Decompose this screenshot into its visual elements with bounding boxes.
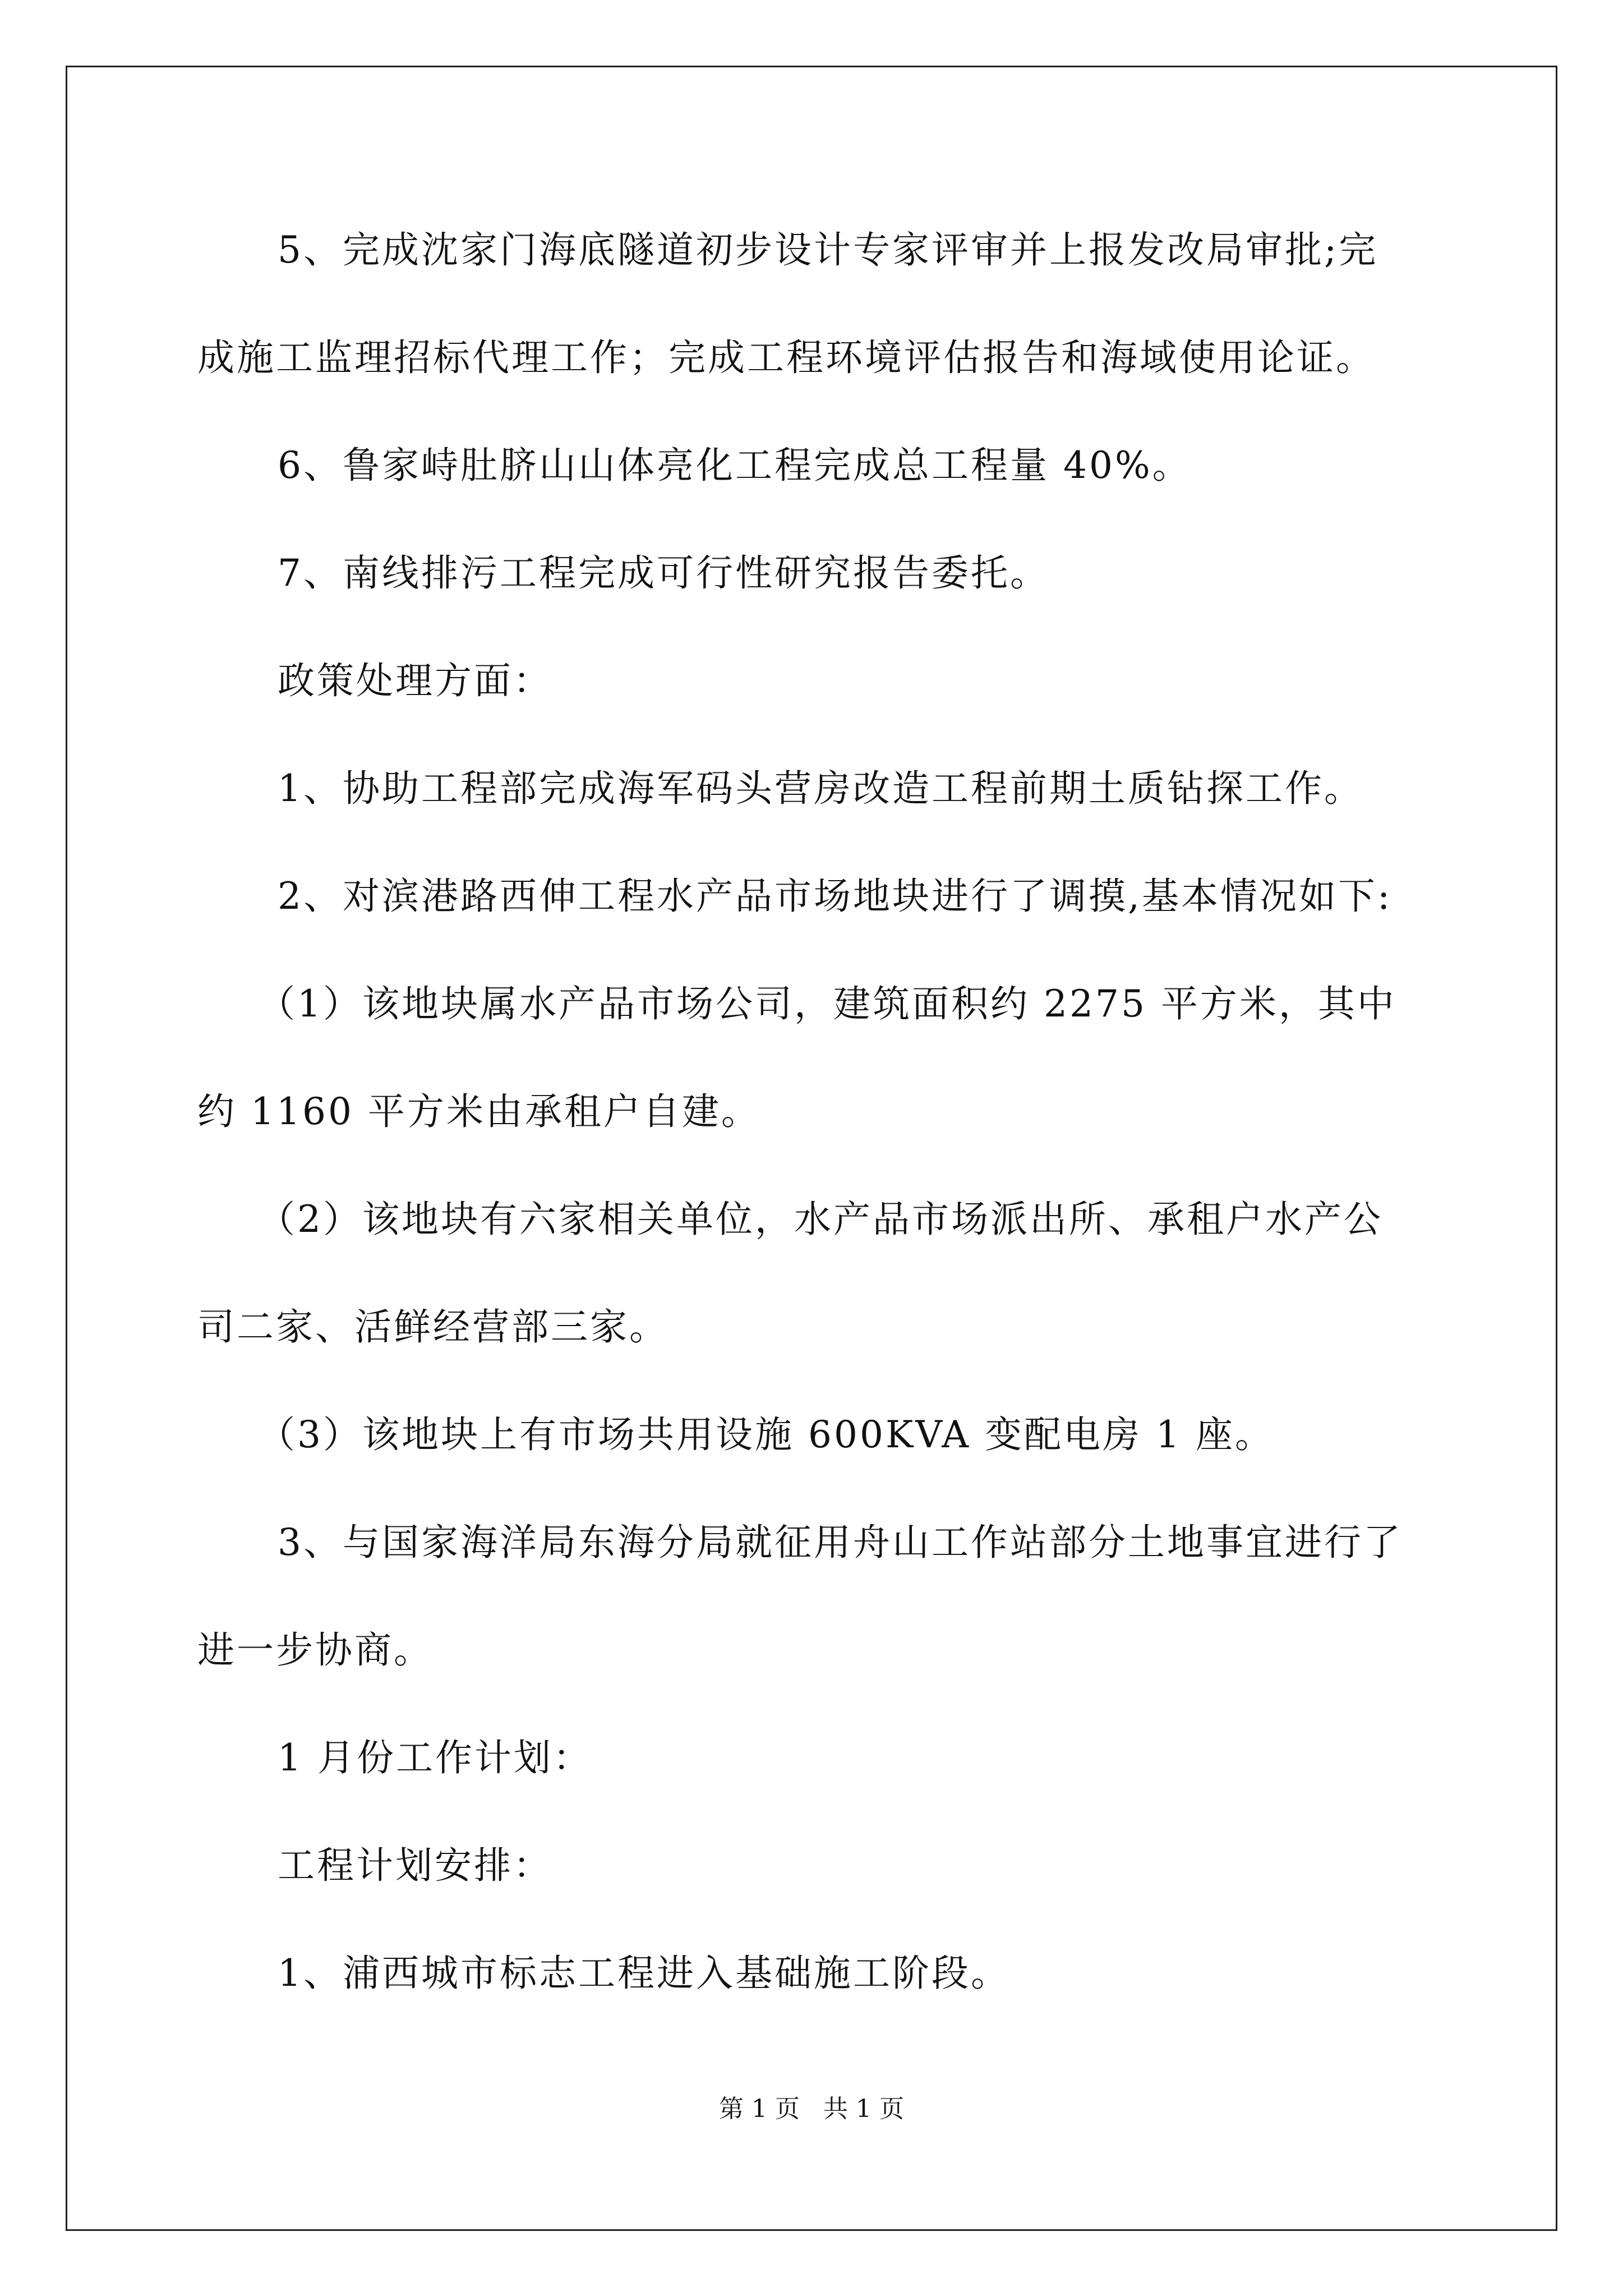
paragraph-5-line-1: 5、完成沈家门海底隧道初步设计专家评审并上报发改局审批;完	[278, 228, 1378, 272]
policy-item-3-line-2: 进一步协商。	[197, 1628, 433, 1672]
policy-item-1: 1、协助工程部完成海军码头营房改造工程前期土质钻探工作。	[278, 767, 1363, 810]
engineering-plan-heading: 工程计划安排：	[278, 1844, 552, 1887]
paragraph-5-line-2: 成施工监理招标代理工作；完成工程环境评估报告和海域使用论证。	[197, 336, 1375, 379]
page-border	[66, 66, 1557, 2231]
page-footer: 第 1 页 共 1 页	[719, 2095, 904, 2123]
sub-item-3: （3）该地块上有市场共用设施 600KVA 变配电房 1 座。	[258, 1413, 1275, 1456]
policy-item-2: 2、对滨港路西伸工程水产品市场地块进行了调摸,基本情况如下:	[278, 875, 1393, 918]
sub-item-1-line-1: （1）该地块属水产品市场公司，建筑面积约 2275 平方米，其中	[258, 982, 1396, 1025]
engineering-plan-item-1: 1、浦西城市标志工程进入基础施工阶段。	[278, 1952, 1010, 1995]
january-plan-heading: 1 月份工作计划：	[278, 1736, 592, 1779]
policy-heading: 政策处理方面：	[278, 659, 552, 702]
sub-item-2-line-2: 司二家、活鲜经营部三家。	[197, 1305, 668, 1349]
sub-item-2-line-1: （2）该地块有六家相关单位，水产品市场派出所、承租户水产公	[258, 1198, 1383, 1241]
paragraph-6: 6、鲁家峙肚脐山山体亮化工程完成总工程量 40%。	[278, 444, 1192, 487]
sub-item-1-line-2: 约 1160 平方米由承租户自建。	[197, 1090, 760, 1133]
paragraph-7: 7、南线排污工程完成可行性研究报告委托。	[278, 551, 1049, 595]
policy-item-3-line-1: 3、与国家海洋局东海分局就征用舟山工作站部分土地事宜进行了	[278, 1521, 1403, 1564]
